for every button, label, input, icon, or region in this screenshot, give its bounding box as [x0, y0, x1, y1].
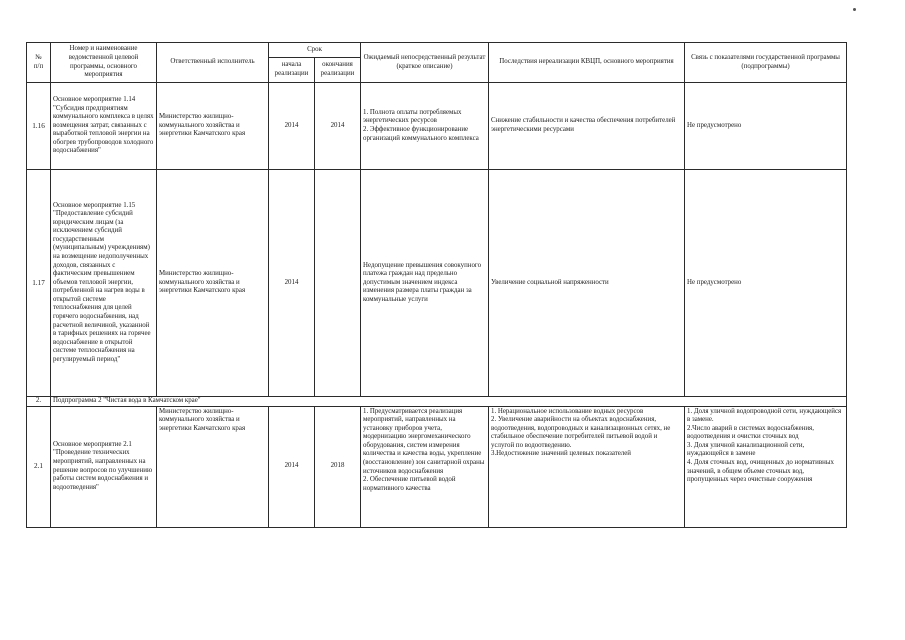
- row-link: Не предусмотрено: [685, 83, 847, 170]
- row-end: 2018: [315, 406, 361, 527]
- row-start: 2014: [269, 406, 315, 527]
- header-start: начала реализации: [269, 58, 315, 83]
- row-name: Основное мероприятие 2.1 "Проведение технических мероприятий, направленных на решение вопросов по улучшению работы систем водоснабжения и водоотведения": [51, 406, 157, 527]
- row-num: 1.16: [27, 83, 51, 170]
- program-table: [26, 42, 847, 528]
- header-executor: Ответственный исполнитель: [157, 43, 269, 83]
- row-start: 2014: [269, 170, 315, 397]
- row-start: 2014: [269, 83, 315, 170]
- row-expected: Недопущение превышения совокупного платежа граждан над предельно допустимым значением индекса изменения размера платы граждан за коммунальные услуги: [361, 170, 489, 397]
- header-end: окончания реализации: [315, 58, 361, 83]
- header-link: Связь с показателями государственной программы (подпрограммы): [685, 43, 847, 83]
- header-term: Срок: [269, 43, 361, 58]
- table-row: [27, 170, 847, 397]
- header-num: № п/п: [27, 43, 51, 83]
- row-end: [315, 170, 361, 397]
- subprogram-title: Подпрограмма 2 "Чистая вода в Камчатском крае": [51, 397, 847, 407]
- row-expected: 1. Предусматривается реализация мероприятий, направленных на установку приборов учета, модернизацию энергомеханического оборудования, систем измерения количества и качества воды, укрепление (восстановление) зон санитарной охраны источников водоснабжения 2. Обеспечение питьевой водой нормативного качества: [361, 406, 489, 527]
- row-consequences: Увеличение социальной напряженности: [489, 170, 685, 397]
- header-row-1: [27, 43, 847, 58]
- subprogram-row: [27, 397, 847, 407]
- subprogram-num: 2.: [27, 397, 51, 407]
- row-link: Не предусмотрено: [685, 170, 847, 397]
- row-executor: Министерство жилищно-коммунального хозяйства и энергетики Камчатского края: [157, 170, 269, 397]
- row-expected: 1. Полнота оплаты потребляемых энергетических ресурсов 2. Эффективное функционирование организаций коммунального комплекса: [361, 83, 489, 170]
- row-num: 1.17: [27, 170, 51, 397]
- row-link: 1. Доля уличной водопроводной сети, нуждающейся в замене. 2.Число аварий в системах водоснабжения, водоотведения и очистки сточных вод 3. Доля уличной канализационной сети, нуждающейся в замене 4. Доля сточных вод, очищенных до нормативных значений, в общем объеме сточных вод, пропущенных через очистные сооружения: [685, 406, 847, 527]
- row-consequences: Снижение стабильности и качества обеспечения потребителей энергетическими ресурсами: [489, 83, 685, 170]
- header-expected: Ожидаемый непосредственный результат (краткое описание): [361, 43, 489, 83]
- row-consequences: 1. Нерациональное использование водных ресурсов 2. Увеличение аварийности на объектах водоснабжения, водоотведения, водопроводных и канализационных сетях, не стабильное обеспечение потребителей питьевой водой и услугой по водоотведению. 3.Недостижение значений целевых показателей: [489, 406, 685, 527]
- row-executor: Министерство жилищно-коммунального хозяйства и энергетики Камчатского края: [157, 83, 269, 170]
- row-name: Основное мероприятие 1.14 "Субсидия предприятиям коммунального комплекса в целях возмещения затрат, связанных с выработкой тепловой энергии на обогрев трубопроводов холодного водоснабжения": [51, 83, 157, 170]
- header-name: Номер и наименование ведомственной целевой программы, основного мероприятия: [51, 43, 157, 83]
- row-num: 2.1: [27, 406, 51, 527]
- table-row: [27, 83, 847, 170]
- row-end: 2014: [315, 83, 361, 170]
- row-executor: Министерство жилищно-коммунального хозяйства и энергетики Камчатского края: [157, 406, 269, 527]
- table-row: [27, 406, 847, 527]
- row-name: Основное мероприятие 1.15 "Предоставление субсидий юридическим лицам (за исключением субсидий государственным (муниципальным) учреждениям) на возмещение недополученных доходов, связанных с фактическим превышением объемов тепловой энергии, потребленной на нагрев воды в открытой системе теплоснабжения для целей горячего водоснабжения, над расчетной величиной, указанной в тарифных решениях на горячее водоснабжение в открытой системе теплоснабжения на регулируемый период": [51, 170, 157, 397]
- scan-mark: [853, 8, 856, 11]
- header-consequences: Последствия нереализации КВЦП, основного мероприятия: [489, 43, 685, 83]
